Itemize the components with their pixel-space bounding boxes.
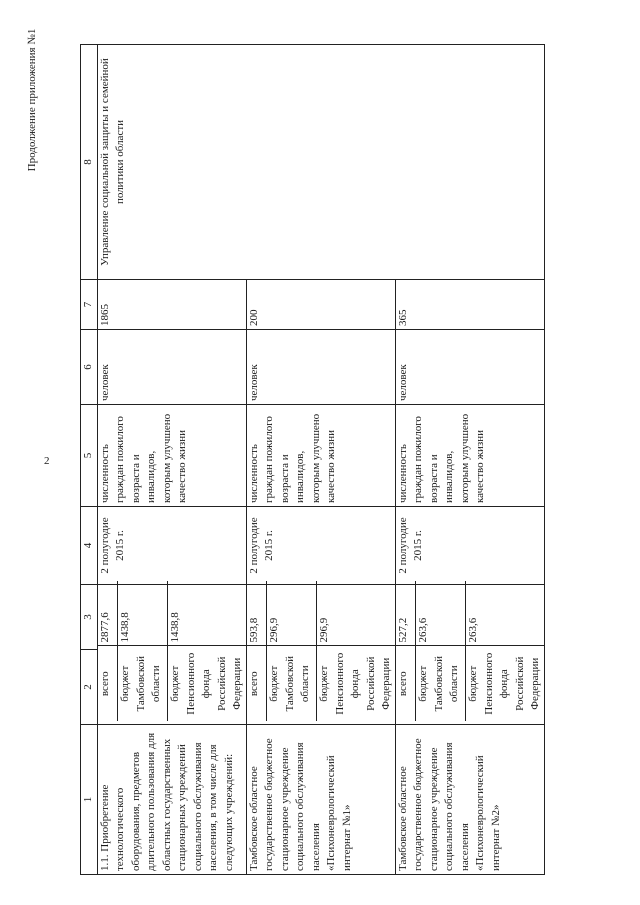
measure-name-cell: 1.1. Приобретение технологического оборудования, предметов длительного пользования для областных государственных стационарных учреждений социального обслуживания населения, в том числе для следующих учреждений: <box>97 725 246 875</box>
executor-cell: Управление социальной защиты и семейной политики области <box>97 45 544 280</box>
value-cell: 1865 <box>97 280 246 330</box>
source-label: бюджет Пенсионного фонда Российской Федерации <box>168 646 246 721</box>
indicator-cell: численность граждан пожилого возраста и инвалидов, которым улучшено качество жизни <box>246 405 395 507</box>
source-amount: 1438,8 <box>168 581 246 646</box>
source-amount: 1438,8 <box>118 581 168 646</box>
value-cell: 365 <box>395 280 544 330</box>
period-cell: 2 полугодие 2015 г. <box>97 507 246 585</box>
period-cell: 2 полугодие 2015 г. <box>246 507 395 585</box>
source-amount: 2877,6 <box>98 612 111 643</box>
source-label: бюджет Тамбовской области <box>267 646 317 721</box>
indicator-cell: численность граждан пожилого возраста и инвалидов, которым улучшено качество жизни <box>395 405 544 507</box>
institution-name-cell: Тамбовское областное государственное бюджетное стационарное учреждение социального обслуживания населения «Психоневрологический интернат №1» <box>246 725 395 875</box>
header-cell: 7 <box>81 280 98 330</box>
source-label: всего <box>98 646 118 721</box>
source-label: бюджет Тамбовской области <box>118 646 168 721</box>
header-cell: 6 <box>81 330 98 405</box>
header-cell: 5 <box>81 405 98 507</box>
source-amount: 263,6 <box>466 581 544 646</box>
period-cell: 2 полугодие 2015 г. <box>395 507 544 585</box>
appendix-caption: Продолжение приложения №1 <box>26 28 38 172</box>
source-amount: 296,9 <box>267 581 317 646</box>
funding-breakdown <box>247 581 395 721</box>
funding-breakdown <box>98 581 246 721</box>
source-amount: 296,9 <box>317 581 395 646</box>
indicator-cell: численность граждан пожилого возраста и инвалидов, которым улучшено качество жизни <box>97 405 246 507</box>
page-number: 2 <box>44 455 50 467</box>
header-cell: 8 <box>81 45 98 280</box>
unit-cell: человек <box>246 330 395 405</box>
unit-cell: человек <box>395 330 544 405</box>
funding-cell <box>246 585 395 725</box>
funding-breakdown <box>396 581 544 721</box>
source-amount: 527,2 <box>396 617 409 643</box>
header-row <box>81 45 98 875</box>
source-label: всего <box>247 646 267 721</box>
source-label: бюджет Тамбовской области <box>416 646 466 721</box>
unit-cell: человек <box>97 330 246 405</box>
source-amount: 593,8 <box>247 617 260 643</box>
funding-cell <box>395 585 544 725</box>
source-amount: 263,6 <box>416 581 466 646</box>
institution-name-cell: Тамбовское областное государственное бюджетное стационарное учреждение социального обслуживания населения «Психоневрологический интернат №2» <box>395 725 544 875</box>
header-cell: 4 <box>81 507 98 585</box>
value-cell: 200 <box>246 280 395 330</box>
header-cell: 1 <box>81 725 98 875</box>
source-label: бюджет Пенсионного фонда Российской Федерации <box>466 646 544 721</box>
header-cell: 3 <box>81 585 98 650</box>
measures-table <box>80 44 545 875</box>
funding-cell <box>97 585 246 725</box>
source-label: всего <box>396 646 416 721</box>
table-row <box>97 45 246 875</box>
source-label: бюджет Пенсионного фонда Российской Федерации <box>317 646 395 721</box>
header-cell: 2 <box>81 650 98 725</box>
